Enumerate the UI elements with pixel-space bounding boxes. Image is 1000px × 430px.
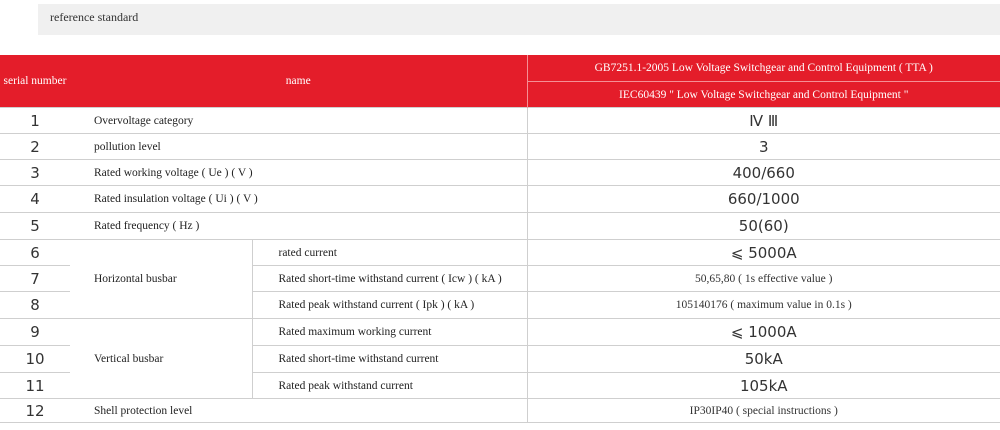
row-number: 4 <box>0 186 70 213</box>
row-value: Ⅳ Ⅲ <box>527 108 1000 134</box>
row-name: Rated insulation voltage ( Ui ) ( V ) <box>70 186 527 213</box>
row-number: 6 <box>0 240 70 266</box>
row-name: Rated working voltage ( Ue ) ( V ) <box>70 160 527 186</box>
header-name: name <box>70 55 527 108</box>
row-number: 1 <box>0 108 70 134</box>
row-name: Rated peak withstand current <box>252 373 527 399</box>
row-value: ⩽ 5000A <box>527 240 1000 266</box>
table-row <box>0 399 1000 423</box>
table-row <box>0 160 1000 186</box>
row-name: Rated maximum working current <box>252 319 527 346</box>
row-number: 2 <box>0 134 70 160</box>
reference-standard-label: reference standard <box>50 10 139 24</box>
row-number: 9 <box>0 319 70 346</box>
row-value: 105kA <box>527 373 1000 399</box>
row-value: 660/1000 <box>527 186 1000 213</box>
row-value: ⩽ 1000A <box>527 319 1000 346</box>
spec-table <box>0 55 1000 423</box>
row-value: 3 <box>527 134 1000 160</box>
header-serial-number: serial number <box>0 55 70 108</box>
row-name: Overvoltage category <box>70 108 527 134</box>
row-value: 400/660 <box>527 160 1000 186</box>
table-row <box>0 108 1000 134</box>
row-name: Rated peak withstand current ( Ipk ) ( kA ) <box>252 292 527 319</box>
row-number: 5 <box>0 213 70 240</box>
table-row <box>0 186 1000 213</box>
row-number: 12 <box>0 399 70 423</box>
group-label-vertical-busbar: Vertical busbar <box>70 319 252 399</box>
row-value: 50(60) <box>527 213 1000 240</box>
group-label-horizontal-busbar: Horizontal busbar <box>70 240 252 319</box>
row-value: IP30IP40 ( special instructions ) <box>527 399 1000 423</box>
row-number: 3 <box>0 160 70 186</box>
row-value: 50kA <box>527 346 1000 373</box>
table-row <box>0 213 1000 240</box>
table-row <box>0 319 1000 346</box>
row-name: Shell protection level <box>70 399 527 423</box>
row-number: 11 <box>0 373 70 399</box>
table-row <box>0 240 1000 266</box>
header-standard-gb: GB7251.1-2005 Low Voltage Switchgear and Control Equipment ( TTA ) <box>527 55 1000 82</box>
row-number: 10 <box>0 346 70 373</box>
row-value: 50,65,80 ( 1s effective value ) <box>527 266 1000 292</box>
row-number: 7 <box>0 266 70 292</box>
table-row <box>0 134 1000 160</box>
row-name: Rated short-time withstand current <box>252 346 527 373</box>
header-standard-iec: IEC60439 " Low Voltage Switchgear and Control Equipment " <box>527 82 1000 108</box>
row-name: pollution level <box>70 134 527 160</box>
row-value: 105140176 ( maximum value in 0.1s ) <box>527 292 1000 319</box>
row-number: 8 <box>0 292 70 319</box>
row-name: Rated frequency ( Hz ) <box>70 213 527 240</box>
reference-standard-bar <box>38 4 1000 35</box>
row-name: Rated short-time withstand current ( Icw ) ( kA ) <box>252 266 527 292</box>
row-name: rated current <box>252 240 527 266</box>
